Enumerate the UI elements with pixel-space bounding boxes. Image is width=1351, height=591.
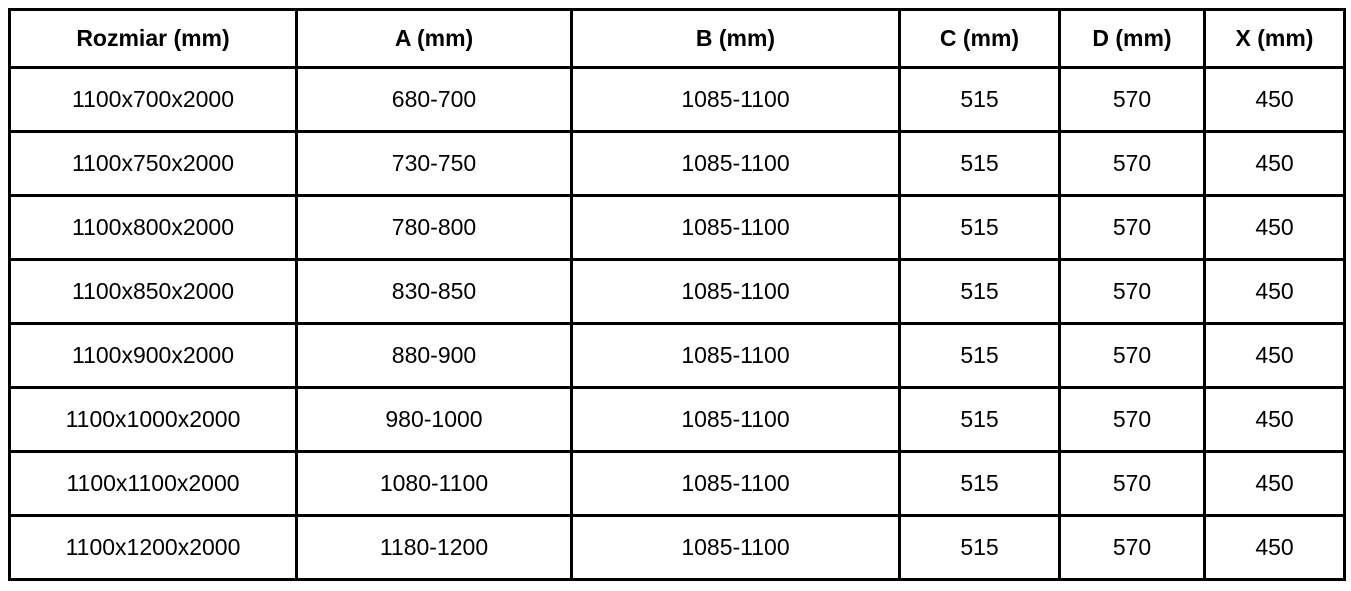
- header-d: D (mm): [1060, 10, 1205, 68]
- cell-c: 515: [900, 388, 1060, 452]
- cell-b: 1085-1100: [572, 68, 900, 132]
- header-b: B (mm): [572, 10, 900, 68]
- cell-d: 570: [1060, 68, 1205, 132]
- cell-c: 515: [900, 516, 1060, 580]
- cell-x: 450: [1205, 68, 1345, 132]
- header-a: A (mm): [297, 10, 572, 68]
- cell-rozmiar: 1100x800x2000: [10, 196, 297, 260]
- cell-x: 450: [1205, 388, 1345, 452]
- cell-d: 570: [1060, 324, 1205, 388]
- cell-b: 1085-1100: [572, 388, 900, 452]
- table-row: [10, 132, 1345, 196]
- cell-rozmiar: 1100x850x2000: [10, 260, 297, 324]
- cell-b: 1085-1100: [572, 132, 900, 196]
- cell-rozmiar: 1100x1000x2000: [10, 388, 297, 452]
- header-c: C (mm): [900, 10, 1060, 68]
- header-rozmiar: Rozmiar (mm): [10, 10, 297, 68]
- cell-d: 570: [1060, 452, 1205, 516]
- table-row: [10, 68, 1345, 132]
- cell-b: 1085-1100: [572, 260, 900, 324]
- cell-x: 450: [1205, 260, 1345, 324]
- table-row: [10, 324, 1345, 388]
- cell-rozmiar: 1100x750x2000: [10, 132, 297, 196]
- cell-a: 1080-1100: [297, 452, 572, 516]
- cell-b: 1085-1100: [572, 452, 900, 516]
- cell-d: 570: [1060, 196, 1205, 260]
- cell-rozmiar: 1100x900x2000: [10, 324, 297, 388]
- cell-d: 570: [1060, 260, 1205, 324]
- size-spec-table: [8, 8, 1346, 581]
- cell-d: 570: [1060, 132, 1205, 196]
- cell-rozmiar: 1100x700x2000: [10, 68, 297, 132]
- table-row: [10, 260, 1345, 324]
- cell-x: 450: [1205, 516, 1345, 580]
- table-row: [10, 452, 1345, 516]
- header-x: X (mm): [1205, 10, 1345, 68]
- cell-a: 680-700: [297, 68, 572, 132]
- cell-a: 830-850: [297, 260, 572, 324]
- cell-a: 980-1000: [297, 388, 572, 452]
- cell-a: 880-900: [297, 324, 572, 388]
- table-row: [10, 388, 1345, 452]
- cell-d: 570: [1060, 388, 1205, 452]
- cell-c: 515: [900, 196, 1060, 260]
- table-row: [10, 196, 1345, 260]
- cell-d: 570: [1060, 516, 1205, 580]
- cell-rozmiar: 1100x1200x2000: [10, 516, 297, 580]
- cell-c: 515: [900, 260, 1060, 324]
- cell-x: 450: [1205, 196, 1345, 260]
- cell-c: 515: [900, 132, 1060, 196]
- table-row: [10, 516, 1345, 580]
- cell-x: 450: [1205, 452, 1345, 516]
- table-header-row: [10, 10, 1345, 68]
- cell-a: 1180-1200: [297, 516, 572, 580]
- cell-b: 1085-1100: [572, 196, 900, 260]
- cell-a: 730-750: [297, 132, 572, 196]
- cell-c: 515: [900, 68, 1060, 132]
- cell-b: 1085-1100: [572, 516, 900, 580]
- cell-c: 515: [900, 324, 1060, 388]
- cell-b: 1085-1100: [572, 324, 900, 388]
- cell-x: 450: [1205, 324, 1345, 388]
- cell-x: 450: [1205, 132, 1345, 196]
- cell-a: 780-800: [297, 196, 572, 260]
- cell-c: 515: [900, 452, 1060, 516]
- cell-rozmiar: 1100x1100x2000: [10, 452, 297, 516]
